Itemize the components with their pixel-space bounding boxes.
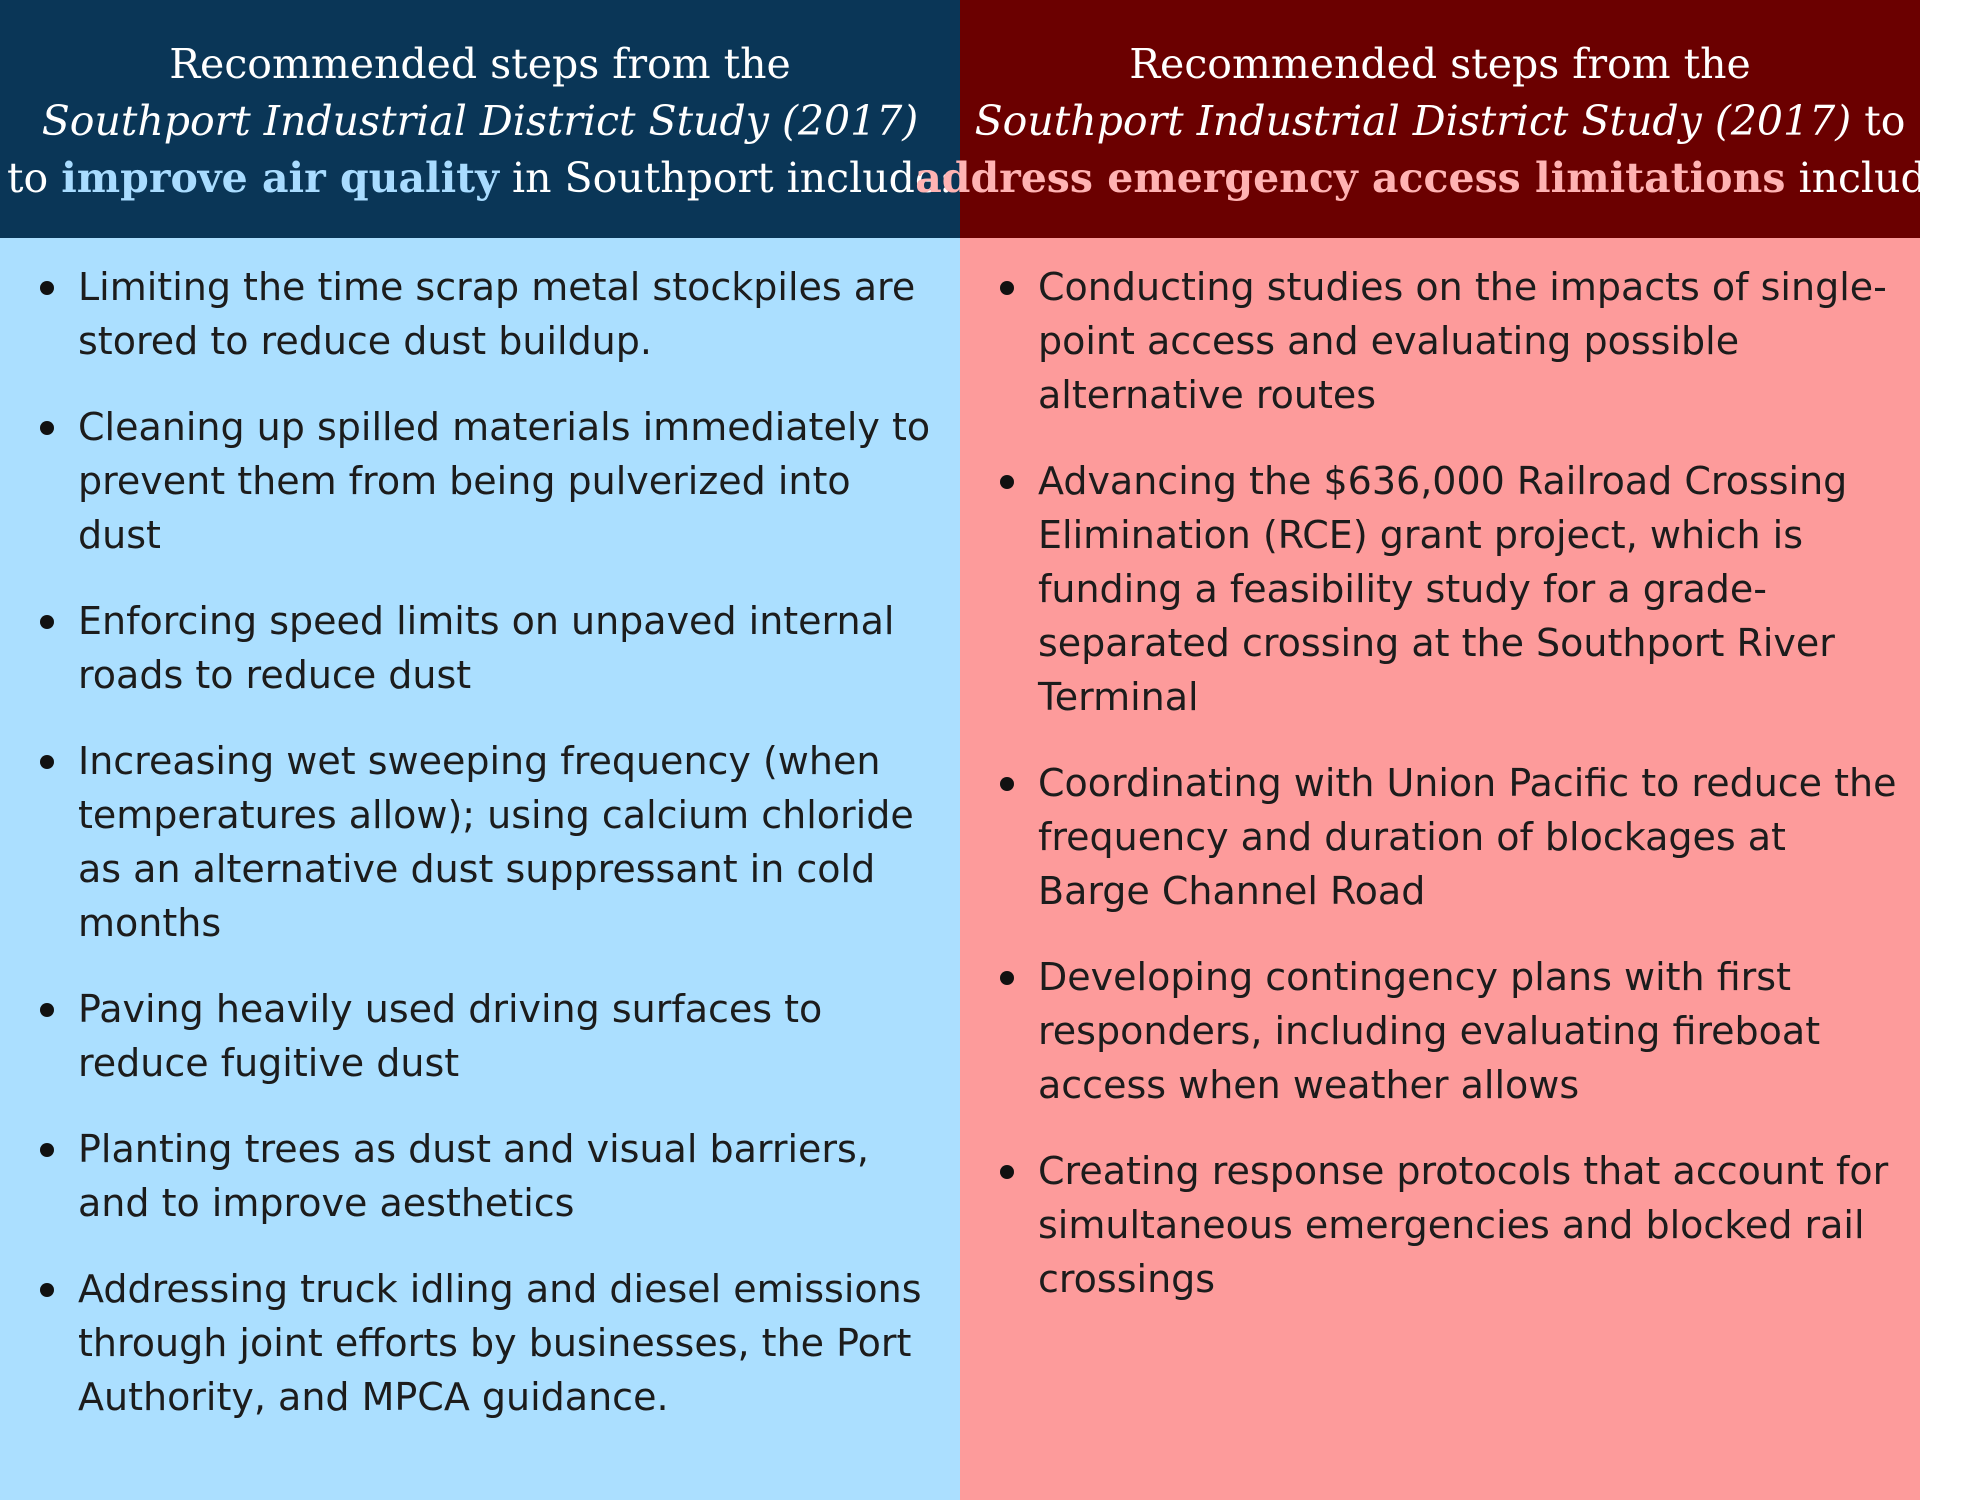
bullet-icon [40, 1143, 54, 1157]
header-suffix: include: [1785, 153, 1965, 202]
emergency-access-body [960, 238, 1920, 1500]
list-item: Paving heavily used driving surfaces to reduce fugitive dust [36, 982, 940, 1090]
header-intro: Recommended steps from the [1129, 39, 1751, 88]
bullet-icon [40, 421, 54, 435]
list-item: Cleaning up spilled materials immediately to prevent them from being pulverized into dust [36, 400, 940, 562]
bullet-icon [1000, 281, 1014, 295]
bullet-icon [40, 1283, 54, 1297]
bullet-icon [1000, 971, 1014, 985]
header-suffix: in Southport include: [498, 153, 953, 202]
bullet-icon [40, 615, 54, 629]
emergency-access-list [996, 260, 1900, 1306]
air-quality-column [0, 0, 960, 1500]
emergency-access-column [915, 0, 1965, 1500]
list-item: Coordinating with Union Pacific to reduce the frequency and duration of blockages at Barge Channel Road [996, 756, 1900, 918]
list-item: Limiting the time scrap metal stockpiles are stored to reduce dust buildup. [36, 260, 940, 368]
bullet-icon [40, 281, 54, 295]
list-item: Advancing the $636,000 Railroad Crossing Elimination (RCE) grant project, which is funding a feasibility study for a grade-separated crossing at the Southport River Terminal [996, 454, 1900, 724]
header-study-suffix: to [1851, 96, 1906, 145]
bullet-icon [40, 755, 54, 769]
list-item: Enforcing speed limits on unpaved internal roads to reduce dust [36, 594, 940, 702]
list-item: Addressing truck idling and diesel emissions through joint efforts by businesses, the Port Authority, and MPCA guidance. [36, 1262, 940, 1424]
header-intro: Recommended steps from the [169, 39, 791, 88]
list-item: Planting trees as dust and visual barriers, and to improve aesthetics [36, 1122, 940, 1230]
list-item: Conducting studies on the impacts of single-point access and evaluating possible alternative routes [996, 260, 1900, 422]
bullet-icon [1000, 1165, 1014, 1179]
bullet-icon [40, 1003, 54, 1017]
air-quality-header [0, 0, 960, 238]
air-quality-highlight: improve air quality [61, 153, 499, 202]
list-item: Creating response protocols that account for simultaneous emergencies and blocked rail crossings [996, 1144, 1900, 1306]
air-quality-body [0, 238, 960, 1500]
emergency-access-highlight: address emergency access limitations [915, 153, 1786, 202]
bullet-icon [1000, 777, 1014, 791]
study-title: Southport Industrial District Study (2017) [974, 96, 1852, 145]
air-quality-list [36, 260, 940, 1424]
bullet-icon [1000, 475, 1014, 489]
study-title: Southport Industrial District Study (2017) [41, 96, 919, 145]
emergency-access-header [915, 0, 1965, 238]
header-prefix: to [7, 153, 62, 202]
list-item: Increasing wet sweeping frequency (when temperatures allow); using calcium chloride as an alternative dust suppressant in cold months [36, 734, 940, 950]
list-item: Developing contingency plans with first responders, including evaluating fireboat access when weather allows [996, 950, 1900, 1112]
